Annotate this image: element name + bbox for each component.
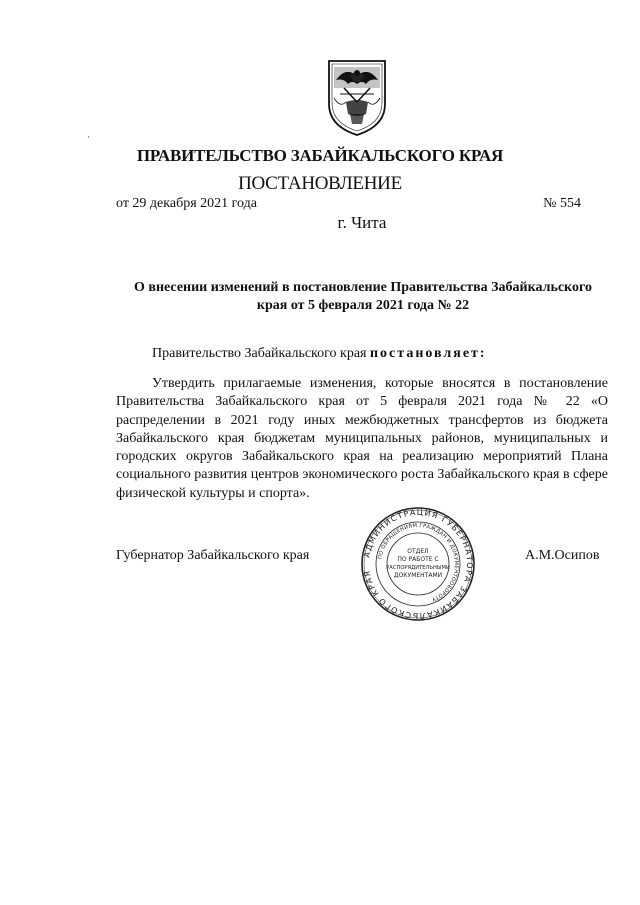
seal-middle-text: ПО ОБРАЩЕНИЯМ ГРАЖДАН И ДОКУМЕНТООБОРОТУ xyxy=(377,522,460,603)
seal-inner-line: ПО РАБОТЕ С xyxy=(397,556,439,563)
seal-outer-text: АДМИНИСТРАЦИЯ ГУБЕРНАТОРА ЗАБАЙКАЛЬСКОГО КРАЯ xyxy=(362,507,475,621)
signatory-name: А.М.Осипов xyxy=(525,548,600,563)
government-title: ПРАВИТЕЛЬСТВО ЗАБАЙКАЛЬСКОГО КРАЯ xyxy=(136,146,504,165)
document-number: № 554 xyxy=(543,196,581,211)
coat-of-arms-emblem xyxy=(326,58,388,138)
document-date: от 29 декабря 2021 года xyxy=(116,196,257,211)
seal-inner-line: ДОКУМЕНТАМИ xyxy=(393,572,443,579)
decree-verb: постановляет: xyxy=(369,346,487,361)
official-seal-stamp xyxy=(360,506,476,622)
decree-line xyxy=(152,346,487,362)
signatory-role: Губернатор Забайкальского края xyxy=(116,548,310,563)
scan-artifact xyxy=(88,136,89,138)
document-city: г. Чита xyxy=(337,213,387,232)
decree-intro: Правительство Забайкальского края xyxy=(152,346,370,361)
document-type: ПОСТАНОВЛЕНИЕ xyxy=(238,173,402,194)
document-subject: О внесении изменений в постановление Правительства Забайкальского края от 5 февраля 2021 года № 22 xyxy=(134,280,592,313)
body-paragraph: Утвердить прилагаемые изменения, которые вносятся в постановление Правительства Забайкальского края от 5 февраля 2021 года № 22 «О распределении в 2021 году иных межбюджетных трансфертов из бюджета Забайкальского края бюджетам муниципальных районов, муниципальных и городских округов Забайкальского края на реализацию мероприятий Плана социального развития центров экономического роста Забайкальского края в сфере физической культуры и спорта». xyxy=(116,376,608,501)
seal-inner-line: ОТДЕЛ xyxy=(407,548,429,555)
seal-inner-line: РАСПОРЯДИТЕЛЬНЫМИ xyxy=(386,565,450,571)
